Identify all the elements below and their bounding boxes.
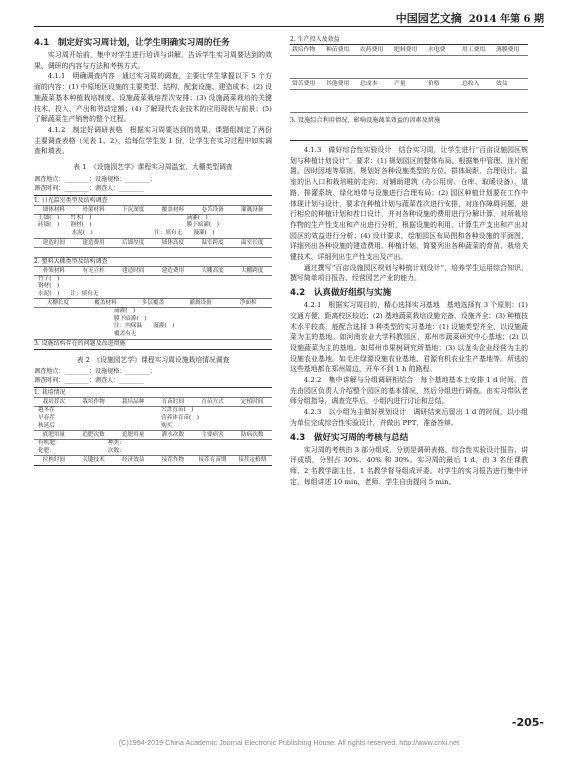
table-cell: 栽培茬次 xyxy=(42,399,66,406)
paragraph: 实习周的考核由 3 部分组成，分别是调研表格、综合性实验设计报告、讲评成绩，分别占 30%、40% 和 30%。实习周的最后 1 d，由 3 名任课教师、2 名教学副主任、1 名教学督导组成评委。对学生的实习报告进行集中评定，每组讲述 10 min，老师、学生自由提问 5 min。 xyxy=(290,445,528,486)
table-cell: 墙体高度 xyxy=(161,239,185,246)
table-bottom-rule xyxy=(290,126,528,141)
empty-row xyxy=(290,90,528,113)
table-block xyxy=(34,275,272,299)
issue-label: 2014 年第 6 期 xyxy=(468,14,544,25)
paragraph: 4.2.1 根据实习周目的，精心选择实习基地 基地选择有 3 个原则：(1) 交通方便，距离校区较近；(2) 基地蔬菜栽培设施完备、设施齐全；(3) 种植技术水平较高，能配合选择 3 种类型的实习基地：(1) 设施类型齐全，以设施蔬菜为主的基地。如河南农业大学科教园区，郑州市蔬菜研究中心基地；(2) 以设施蔬菜为主的基地。如郑州市果树研究所基地；(3) 以龙头企业经营为主的设施农业基地。如毛庄绿源设施农业基地、君源有机农业生产基地等。所选的这些基地都在郑州周边，开车不到 1 h 的路程。 xyxy=(290,301,528,374)
table-2-caption: 表 2 《设施园艺学》课程实习周设施栽培情况调查 xyxy=(76,355,230,364)
table-cell: 骨架材料 xyxy=(42,267,66,274)
table-block xyxy=(34,439,272,455)
table-cell: 价格 xyxy=(428,81,440,87)
table-option-line: 注：内保温 漫灌( ) xyxy=(114,323,175,330)
table-cell: 拉秧时间 xyxy=(42,457,66,464)
table-cell: 覆盖材料 xyxy=(94,300,117,307)
table-section-label: 2. 生产投入及效益 xyxy=(290,36,340,43)
table-cell: 用工费用 xyxy=(462,47,486,53)
table-cell: 下沉深度 xyxy=(121,206,145,213)
paragraph: 通过撰写“百亩设施园区规划与种植计划设计”，培养学生运用综合知识、撰写简单项目报告、经营园艺产业的能力。 xyxy=(290,263,528,283)
table-cell: 建造时间 xyxy=(121,267,145,274)
page-number: -205- xyxy=(511,716,544,729)
table-header-row xyxy=(34,238,272,247)
table-block xyxy=(34,214,272,238)
table-1 xyxy=(34,195,272,350)
table-block xyxy=(34,406,272,430)
paragraph: 4.2.3 以小组为主做好规划设计 调研结束后留出 1 d 的时间，以小组为单位完成综合性实验设计，并做出 PPT，准备答辩。 xyxy=(290,408,528,427)
left-column xyxy=(34,34,272,466)
table-cell: 灌溉设备 xyxy=(189,300,212,307)
table-option-line: 早春茬 营养钵育苗( ) xyxy=(38,414,199,421)
table-cell: 大棚高度 xyxy=(201,267,224,274)
table-cell: 卷苫设备 xyxy=(201,206,224,213)
table-cell: 建造费用 xyxy=(82,239,105,246)
table-1-caption: 表 1 《设施园艺学》课程实习周温室、大棚类型调查 xyxy=(73,163,233,172)
table-option-line: 土墙( ) 竹木( ) 滴灌( ) xyxy=(38,214,208,221)
table-cell: 农药费用 xyxy=(360,47,384,53)
section-4-1-heading: 4.1 制定好实习周计划，让学生明确实习周的任务 xyxy=(34,38,230,48)
table-cell: 栽培作物 xyxy=(292,47,316,53)
table-header-row xyxy=(290,79,528,90)
form-field-line: 调查地点：________；设施规格：________； xyxy=(34,175,156,183)
table-header-row xyxy=(34,298,272,307)
table-cell: 多层覆盖 xyxy=(141,300,165,307)
table-cell: 栽培作物 xyxy=(82,399,105,406)
right-column xyxy=(290,34,528,487)
table-cell: 种苗费用 xyxy=(326,47,350,53)
table-header-row xyxy=(34,397,272,406)
table-cell: 接茬育苗期 xyxy=(198,457,227,464)
table-header-row xyxy=(290,44,528,56)
table-cell: 建造时间 xyxy=(42,239,66,246)
table-section-label: 3. 设施综合利用情况，影响设施蔬菜效益的因素及措施 xyxy=(290,117,441,124)
table-cell: 追肥用量 xyxy=(121,432,145,439)
table-cell: 底肥用量 xyxy=(42,432,66,439)
table-option-line: 滴灌( ) xyxy=(114,308,136,315)
table-cell: 效益 xyxy=(496,81,508,87)
section-4-2-heading: 4.2 认真做好组织与实施 xyxy=(290,288,392,299)
table-section-label: 3. 设施结构存在的问题及改进措施 xyxy=(34,339,272,348)
form-field-line: 调查时间：________；调查人：________ xyxy=(34,377,144,385)
table-cell: 墙体材料 xyxy=(42,206,66,213)
paragraph: 实习周开始前，集中对学生进行培训与讲解，告诉学生实习周要达到的效果、调研的内容与方法和考核方式。 xyxy=(34,51,272,70)
table-section-label: 1. 栽培情况 xyxy=(34,389,66,397)
table-cell: 灌溉设备 xyxy=(241,206,264,213)
table-option-line: 竹子( ) xyxy=(38,275,60,282)
paragraph: 4.1.1 明确调查内容 通过实习周的调查，主要让学生掌握以下 5 个方面的内容：(1) 中原地区设施的主要类型、结构、配套设施、建造成本；(2) 设施蔬菜基本种植栽培制度、设施蔬菜栽培茬次安排；(3) 设施蔬菜栽培的关键技术、投入、产出和劳动定额；(4) 了解现代农业技术的应用现状与前景；(5) 了解蔬菜生产销售的整个过程。 xyxy=(34,72,272,124)
table-cell: 栽培品种 xyxy=(121,399,145,406)
table-cell: 总收入 xyxy=(462,81,480,87)
table-header-row xyxy=(34,455,272,464)
table-cell: 其他费用 xyxy=(326,81,350,87)
table-cell: 后墙厚度 xyxy=(121,239,145,246)
table-option-line: 越冬茬 穴盘育苗( ) xyxy=(38,407,194,414)
form-field-line: 调查地点：________；设施规格：________； xyxy=(34,368,156,376)
paragraph: 4.1.2 制定好调研表格 根据实习周要达到的效果，课题组制定了两份主要调查表格（见表 1、2），给每位学生发 1 份，让学生在实习过程中如实调查和填表。 xyxy=(34,125,272,156)
table-cell: 经济效益 xyxy=(121,457,145,464)
empty-row xyxy=(34,247,272,257)
table-cell: 骨架材料 xyxy=(82,206,105,213)
header-rule xyxy=(34,26,544,27)
table-header-row xyxy=(34,430,272,439)
table-cell: 定植时间 xyxy=(241,399,264,406)
table-2-continued xyxy=(290,36,528,126)
paragraph: 4.1.3 做好综合性实验设计 结合实习周，让学生进行“百亩设施园区规划与种植计划设计”。要求：(1) 规划园区的整体布局。根据集中管理、连片配置、因时因地等原则，规划好各种设施类型的方位、群体间距、合理设计、温室的出入口和栽培畦的走向；对辅助建筑（办公用房、仓库、取暖设备）、道路、排灌系统、绿化地带与设施进行合理布局；(2) 园区种植计划要在工作中体现计划与设计，要求在种植计划与蔬菜茬次进行安排，对连作障碍问题，进行相应的种植计划和茬口设计，并对各种设施的费用进行分解计算，对所栽培作物的生产性支出和产出进行分析，根据设施的利用，计算生产支出和产出对园区的效益进行分析；(4) 设计要求，绘制园区布局图和各种设施的平面图，详细列出各种设施的建造费用、种植计划、简要列出各种蔬菜的育苗、栽培关键技术、详细列出生产性支出及产出。 xyxy=(290,146,528,262)
journal-title: 中国园艺文摘 xyxy=(395,12,462,25)
table-cell: 建造费用 xyxy=(161,267,185,274)
table-cell: 产量 xyxy=(394,81,406,87)
form-field-line: 调查时间：________；调查人：________ xyxy=(34,184,144,192)
table-cell: 追肥次数 xyxy=(82,432,105,439)
table-option-line: 砖墙( ) 钢材( ) 膜下暗灌( ) xyxy=(38,222,219,229)
table-section-label: 1. 日光温室类型及结构调查 xyxy=(34,196,108,204)
table-option-line: 钢材( ) xyxy=(38,283,60,290)
table-option-line: 有机肥： 种类： xyxy=(38,440,125,447)
table-cell: 关键技术 xyxy=(82,457,105,464)
table-cell: 净面积 xyxy=(239,300,257,307)
table-option-line: 化肥： 次数： xyxy=(38,447,125,454)
table-section-label: 2. 塑料大棚类型及结构调查 xyxy=(34,257,272,266)
table-cell: 水电费 xyxy=(428,47,446,53)
table-header-row xyxy=(34,205,272,214)
table-cell: 灌水次数 xyxy=(161,432,185,439)
table-cell: 大棚跨度 xyxy=(241,267,264,274)
table-cell: 覆盖材料 xyxy=(161,206,185,213)
table-cell: 肥料费用 xyxy=(394,47,418,53)
table-cell: 常苦费用 xyxy=(292,81,316,87)
table-option-line: 膜下暗灌( ) xyxy=(114,315,147,322)
table-option-line: 水泥( ) 注：填有无 漫灌( ) xyxy=(38,229,215,236)
table-option-line: 水泥( ) 注：填有无 xyxy=(38,290,99,297)
table-2 xyxy=(34,387,272,466)
table-option-line: 秋延后 购买 xyxy=(38,422,173,429)
table-cell: 育苗方式 xyxy=(201,399,224,406)
table-cell: 薄膜费用 xyxy=(496,47,520,53)
running-header xyxy=(396,10,544,26)
table-cell: 总成本 xyxy=(360,81,378,87)
section-4-3-heading: 4.3 做好实习周的考核与总结 xyxy=(290,432,409,443)
table-cell: 大棚长度 xyxy=(46,300,69,307)
table-cell: 主要病害 xyxy=(201,432,224,439)
table-cell: 温室长度 xyxy=(241,239,264,246)
table-cell: 防病次数 xyxy=(241,432,264,439)
table-cell: 接茬定植期 xyxy=(238,457,267,464)
table-cell: 育苗时间 xyxy=(161,399,185,406)
table-header-row xyxy=(34,266,272,275)
table-cell: 有无立柱 xyxy=(82,267,105,274)
table-option-line: 覆盖有无 xyxy=(114,331,137,338)
empty-row xyxy=(290,56,528,79)
table-cell: 温室跨度 xyxy=(201,239,224,246)
table-cell: 接茬作物 xyxy=(161,457,185,464)
table-block xyxy=(34,307,272,338)
paragraph: 4.2.2 集中讲解与分组调研相结合 每个基地基本上安排 1 d 时间。首先由园区负责人介绍整个园区的基本情况，然后分组进行调查。由实习带队老师分组指导，调查完毕后，小组内进行讨论和总结。 xyxy=(290,376,528,406)
copyright-footer: (C)1994-2019 China Academic Journal Electronic Publishing House. All rights reserved. http://www.cnki.net xyxy=(118,738,460,747)
